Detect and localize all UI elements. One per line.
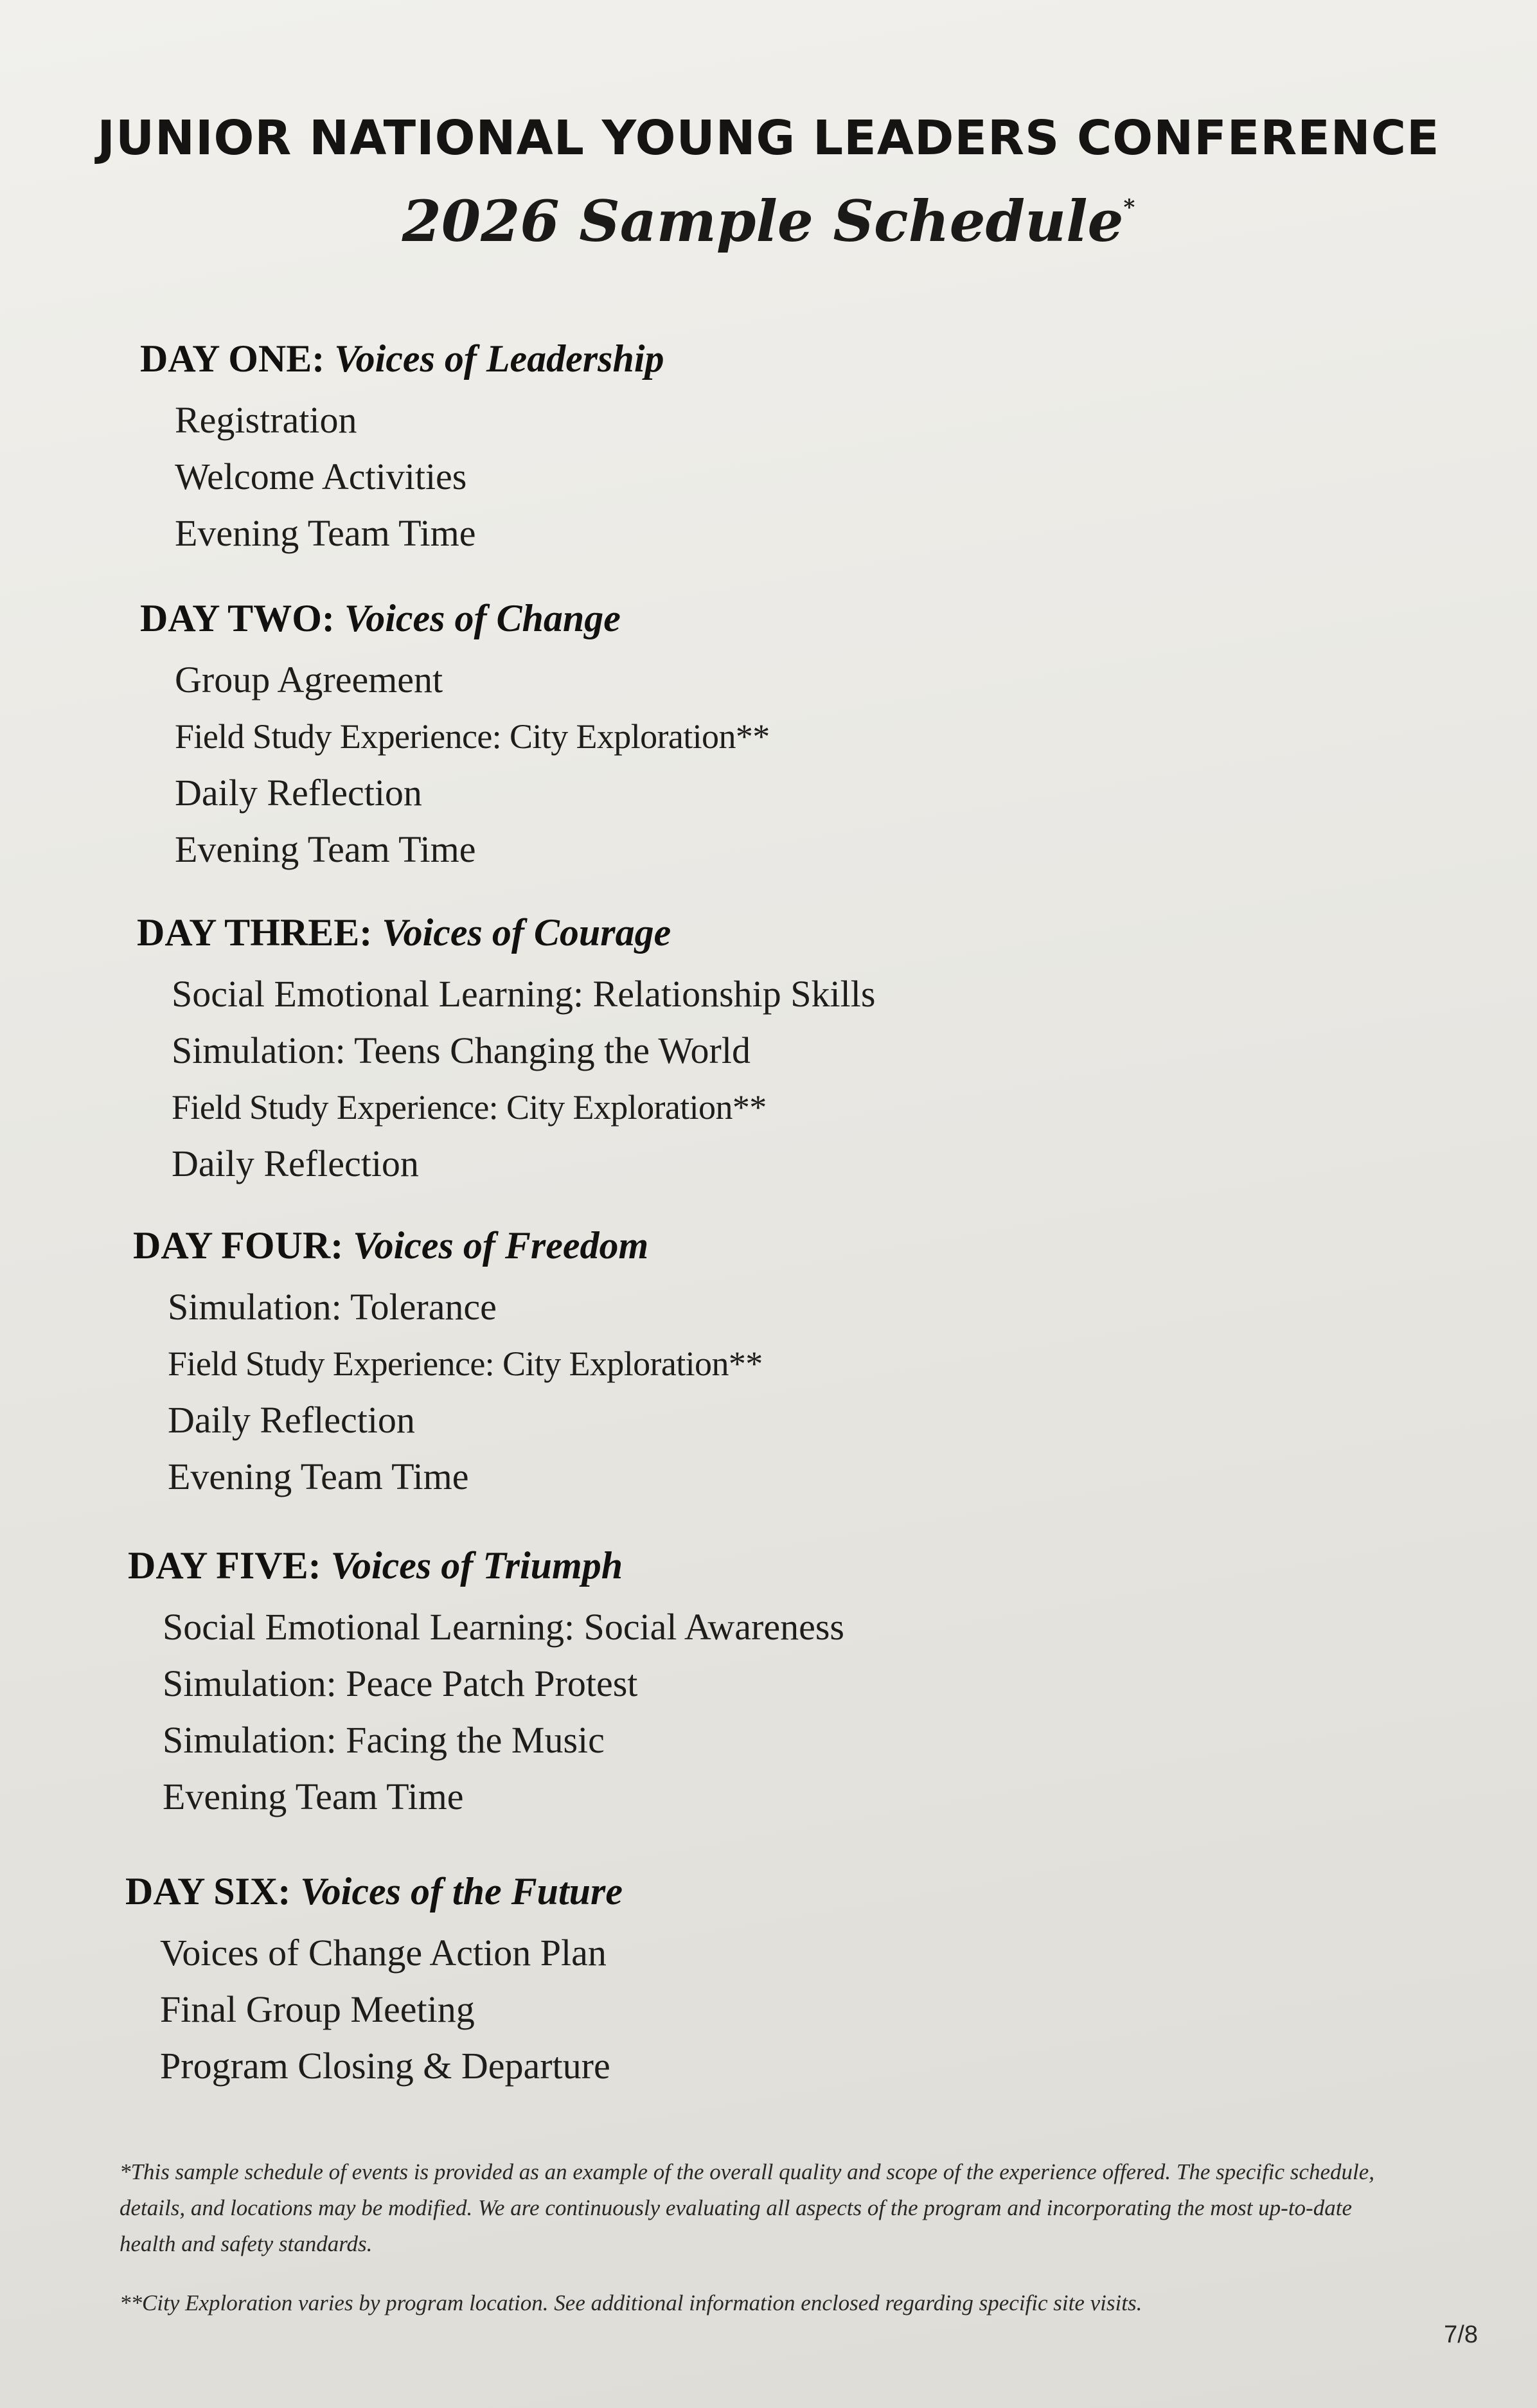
day-six-section	[125, 1872, 623, 2094]
conference-title: JUNIOR NATIONAL YOUNG LEADERS CONFERENCE	[97, 111, 1440, 166]
activity-item: Simulation: Tolerance	[168, 1286, 497, 1328]
day-two-heading	[140, 599, 770, 638]
day-four-section	[133, 1226, 763, 1505]
subtitle-asterisk: *	[1123, 195, 1135, 220]
activity-item: Daily Reflection	[168, 1399, 415, 1441]
activity-item: Daily Reflection	[175, 772, 422, 814]
activity-item: Simulation: Teens Changing the World	[172, 1030, 751, 1071]
day-theme: Voices of Freedom	[353, 1224, 649, 1267]
day-separator: :	[330, 1224, 353, 1267]
day-one-activities	[140, 392, 664, 562]
day-separator: :	[308, 1544, 331, 1587]
schedule-disclaimer-footnote: *This sample schedule of events is provided as an example of the overall quality and scope of the experience offered. The specific schedule, details, and locations may be modified. We are continuously evaluating all aspects of the program and incorporating the most up-to-date health and safety standards.	[120, 2159, 1375, 2256]
day-four-activities	[133, 1279, 763, 1505]
activity-item: Simulation: Peace Patch Protest	[163, 1663, 638, 1704]
activity-item: Evening Team Time	[163, 1776, 464, 1817]
activity-item: Social Emotional Learning: Social Awareness	[163, 1606, 844, 1648]
activity-item: Registration	[175, 399, 357, 441]
day-four-heading	[133, 1226, 763, 1265]
day-one-heading	[140, 339, 664, 378]
activity-item: Daily Reflection	[172, 1143, 419, 1184]
day-separator: :	[278, 1870, 301, 1913]
day-three-activities	[137, 966, 875, 1192]
day-theme: Voices of Leadership	[334, 337, 664, 380]
day-label: DAY THREE	[137, 911, 360, 954]
day-three-section	[137, 913, 875, 1192]
day-five-section	[128, 1546, 844, 1825]
activity-item: Evening Team Time	[175, 828, 476, 870]
day-three-heading	[137, 913, 875, 952]
activity-item: Field Study Experience: City Exploration**	[168, 1344, 763, 1383]
day-five-activities	[128, 1599, 844, 1825]
activity-item: Group Agreement	[175, 659, 443, 700]
activity-item: Social Emotional Learning: Relationship Skills	[172, 973, 876, 1015]
day-theme: Voices of Courage	[382, 911, 671, 954]
day-separator: :	[312, 337, 335, 380]
activity-item: Field Study Experience: City Exploration**	[175, 717, 770, 756]
activity-item: Field Study Experience: City Exploration**	[172, 1088, 767, 1127]
activity-item: Welcome Activities	[175, 456, 467, 497]
day-label: DAY SIX	[125, 1870, 278, 1913]
page-number: 7/8	[1444, 2321, 1478, 2348]
day-separator: :	[359, 911, 382, 954]
day-one-section	[140, 339, 664, 562]
day-label: DAY ONE	[140, 337, 312, 380]
day-five-heading	[128, 1546, 844, 1585]
city-exploration-footnote: **City Exploration varies by program location. See additional information enclosed regarding specific site visits.	[120, 2290, 1142, 2315]
activity-item: Simulation: Facing the Music	[163, 1719, 605, 1761]
schedule-subtitle-text: 2026 Sample Schedule	[402, 188, 1124, 254]
day-six-heading	[125, 1872, 623, 1911]
day-label: DAY FOUR	[133, 1224, 331, 1267]
activity-item: Evening Team Time	[168, 1456, 469, 1497]
day-label: DAY FIVE	[128, 1544, 308, 1587]
day-label: DAY TWO	[140, 597, 322, 639]
activity-item: Voices of Change Action Plan	[160, 1932, 607, 1974]
day-theme: Voices of Change	[344, 597, 621, 639]
day-six-activities	[125, 1925, 623, 2094]
day-theme: Voices of Triumph	[330, 1544, 623, 1587]
day-theme: Voices of the Future	[300, 1870, 623, 1913]
day-two-section	[140, 599, 770, 878]
activity-item: Evening Team Time	[175, 512, 476, 554]
schedule-subtitle	[0, 188, 1537, 254]
activity-item: Program Closing & Departure	[160, 2045, 610, 2087]
day-two-activities	[140, 652, 770, 878]
day-separator: :	[321, 597, 344, 639]
activity-item: Final Group Meeting	[160, 1988, 475, 2030]
